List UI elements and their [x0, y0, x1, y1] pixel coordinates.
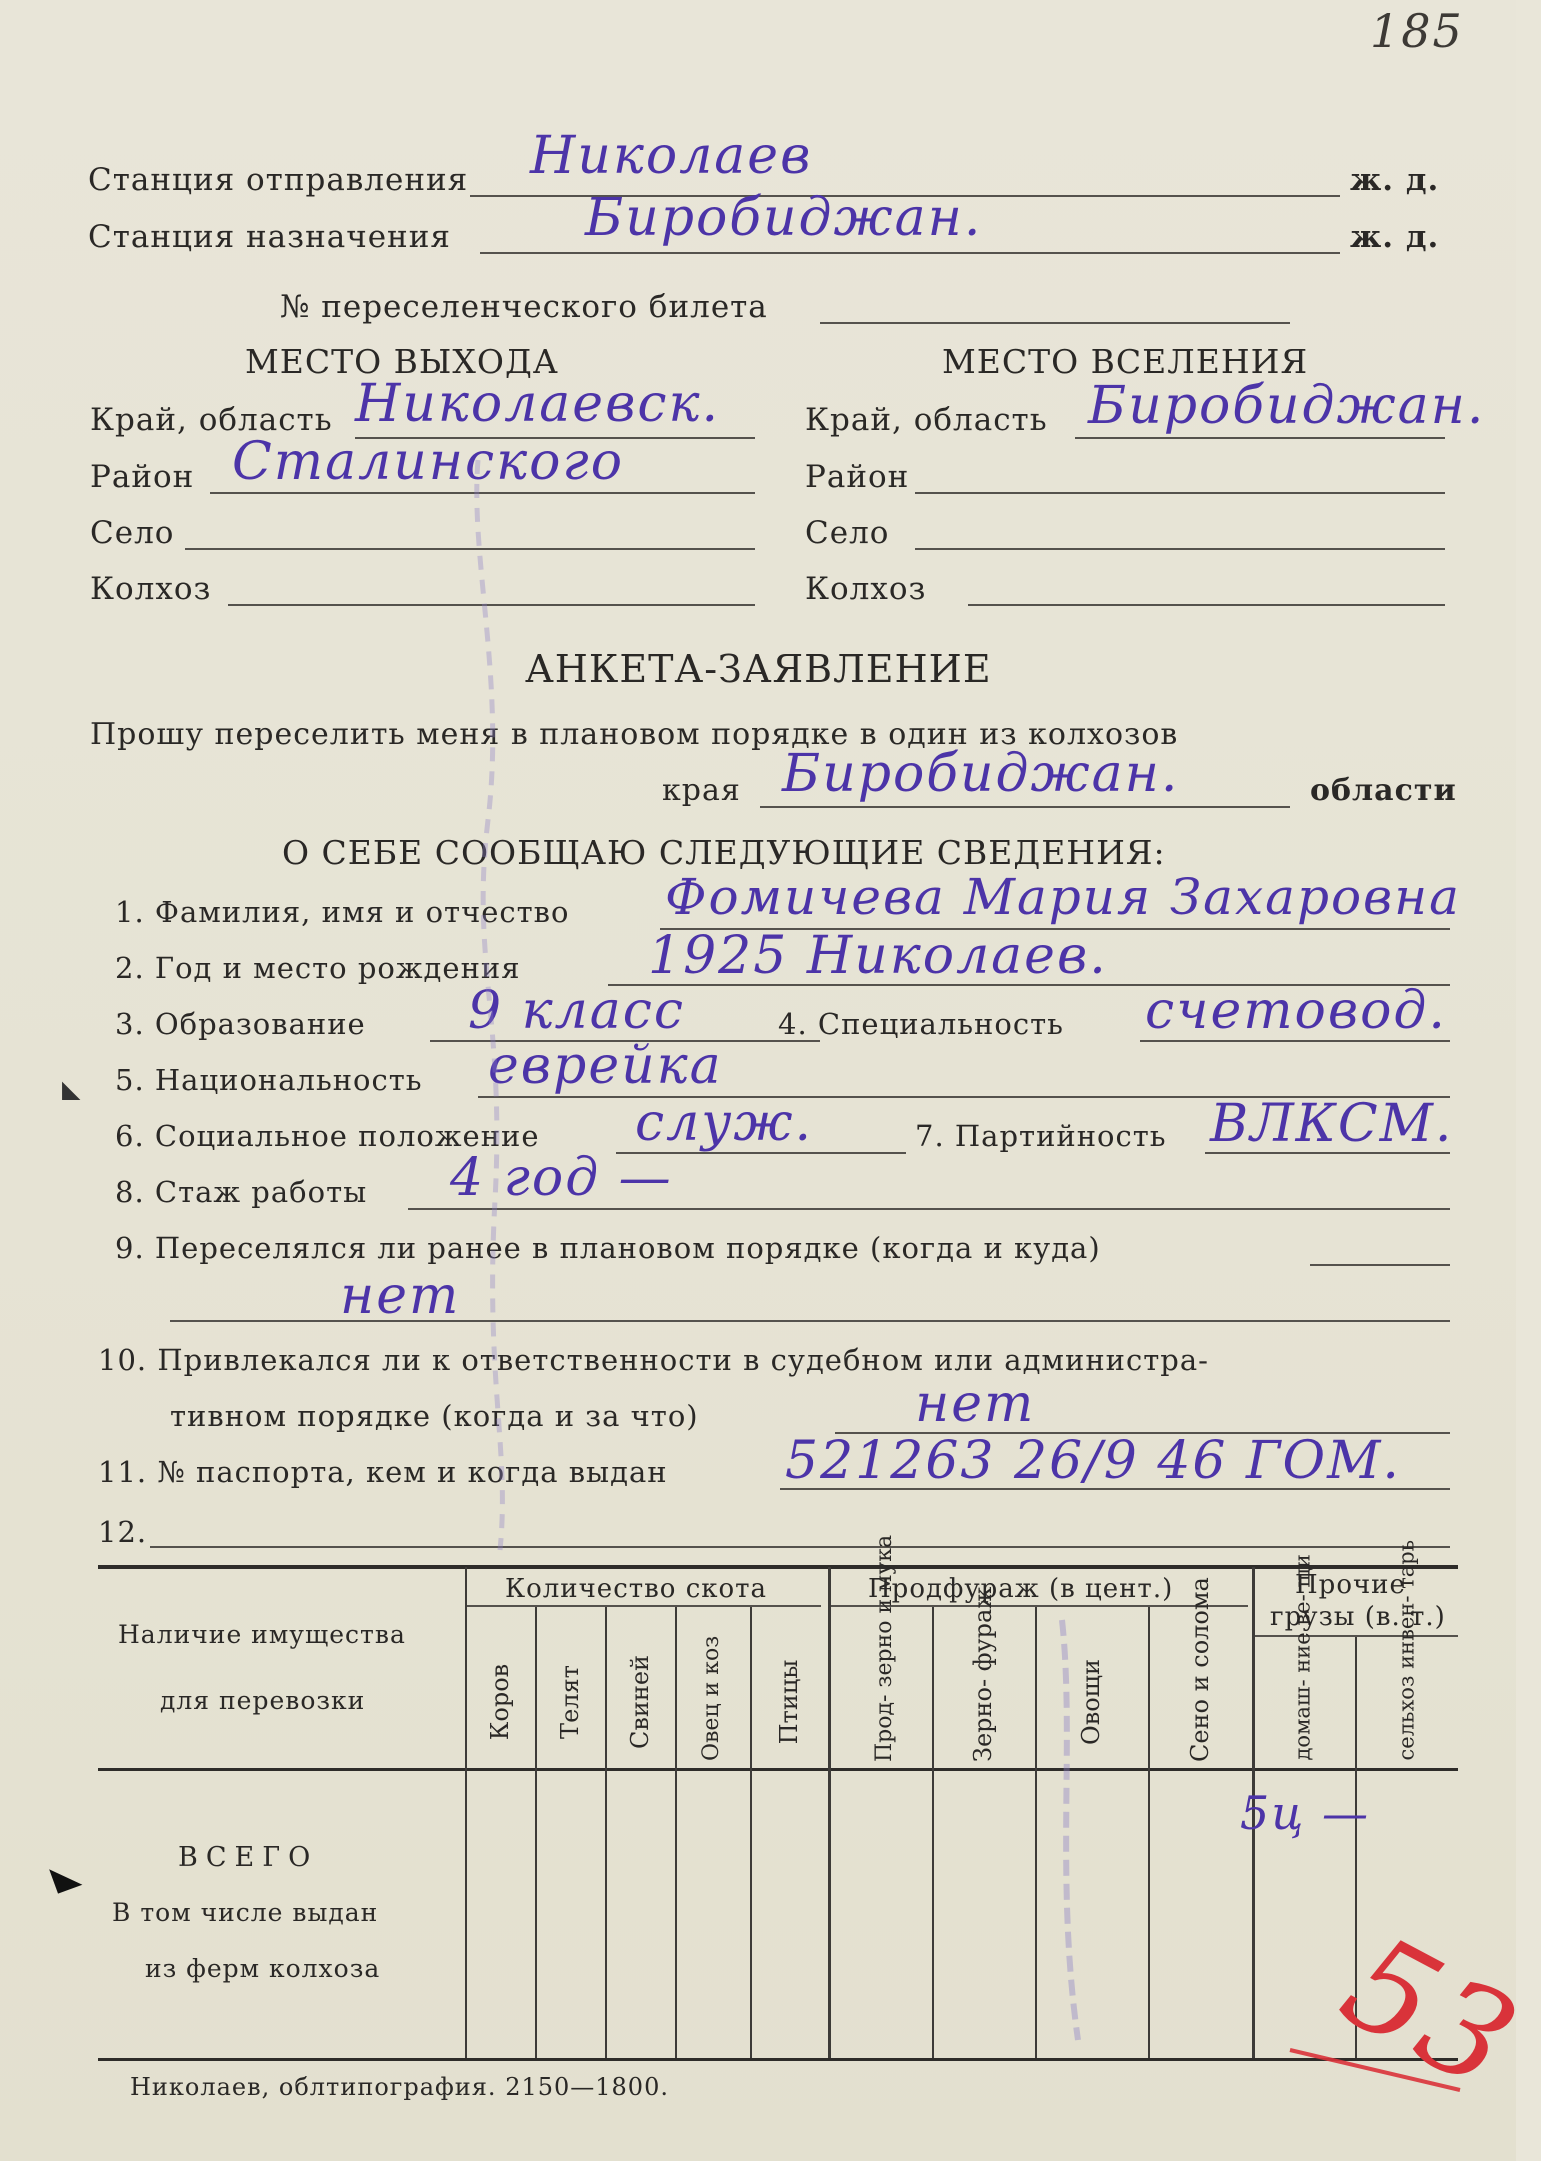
destination-rail-suffix: ж. д.: [1350, 219, 1440, 255]
settle-village-label: Село: [805, 515, 890, 551]
col-header-cows: Коров: [486, 1663, 514, 1741]
settle-region-label: Край, область: [805, 402, 1048, 438]
col-header-hay-straw: Сено и солома: [1186, 1577, 1214, 1762]
origin-kolkhoz-label: Колхоз: [90, 571, 212, 607]
origin-region-label: Край, область: [90, 402, 333, 438]
col-header-farm-tools: сельхоз инвен- тарь: [1394, 1539, 1419, 1761]
col-header-feed-grain: Зерно- фураж: [969, 1586, 997, 1762]
settle-kolkhoz-label: Колхоз: [805, 571, 927, 607]
col-header-household: домаш- ние ве- щи: [1290, 1554, 1315, 1761]
field-12-label: 12.: [98, 1515, 148, 1549]
settle-district-label: Район: [805, 459, 910, 495]
settle-region-value: Биробиджан.: [1088, 376, 1486, 436]
col-header-grain-flour: Прод- зерно и мука: [872, 1534, 897, 1762]
departure-rail-suffix: ж. д.: [1350, 162, 1440, 198]
field-11-value: 521263 26/9 46 ГОМ.: [785, 1431, 1401, 1491]
field-6-value: служ.: [635, 1093, 814, 1153]
field-3-value: 9 класс: [468, 981, 686, 1041]
fodder-group-header: Продфураж (в цент.): [868, 1574, 1174, 1604]
request-oblast: области: [1310, 773, 1457, 808]
livestock-group-header: Количество скота: [505, 1574, 768, 1604]
margin-arrow-icon: ◣: [62, 1075, 81, 1103]
departure-label: Станция отправления: [88, 162, 469, 198]
request-krai: края: [662, 773, 741, 808]
field-5-value: еврейка: [488, 1036, 723, 1096]
origin-district-label: Район: [90, 459, 195, 495]
field-9-label: 9. Переселялся ли ранее в плановом порядке (когда и куда): [115, 1231, 1101, 1265]
field-5-label: 5. Национальность: [115, 1063, 423, 1097]
origin-title: МЕСТО ВЫХОДА: [245, 342, 559, 381]
field-7-value: ВЛКСМ.: [1210, 1094, 1454, 1154]
margin-arrow-icon: ◣: [45, 1851, 85, 1899]
field-3-label: 3. Образование: [115, 1007, 366, 1041]
printer-footer: Николаев, облтипография. 2150—1800.: [130, 2073, 669, 2101]
info-heading: О СЕБЕ СООБЩАЮ СЛЕДУЮЩИЕ СВЕДЕНИЯ:: [282, 833, 1166, 872]
field-7-label: 7. Партийность: [915, 1119, 1167, 1153]
field-6-label: 6. Социальное положение: [115, 1119, 540, 1153]
request-line: Прошу переселить меня в плановом порядке в один из колхозов: [90, 717, 1179, 752]
form-title: АНКЕТА-ЗАЯВЛЕНИЕ: [525, 647, 992, 691]
property-label-1: Наличие имущества: [118, 1620, 406, 1649]
destination-value: Биробиджан.: [585, 188, 983, 248]
origin-region-value: Николаевск.: [355, 374, 721, 434]
col-header-sheep-goats: Овец и коз: [699, 1635, 724, 1761]
field-4-value: счетовод.: [1145, 981, 1447, 1041]
field-11-label: 11. № паспорта, кем и когда выдан: [98, 1455, 668, 1489]
settle-title: МЕСТО ВСЕЛЕНИЯ: [942, 342, 1309, 381]
household-value: 5ц —: [1240, 1786, 1370, 1840]
field-10-label-2: тивном порядке (когда и за что): [170, 1399, 699, 1433]
col-header-poultry: Птицы: [775, 1659, 803, 1745]
issued-label-1: В том числе выдан: [112, 1898, 379, 1927]
field-9-value: нет: [340, 1266, 461, 1326]
red-pencil-mark: 53: [1319, 1905, 1541, 2120]
ticket-label: № переселенческого билета: [280, 289, 768, 325]
col-header-vegetables: Овощи: [1077, 1659, 1105, 1745]
page-number: 185: [1370, 4, 1464, 58]
origin-village-label: Село: [90, 515, 175, 551]
total-label: ВСЕГО: [178, 1842, 319, 1873]
other-group-header-1: Прочие: [1295, 1570, 1406, 1600]
field-4-label: 4. Специальность: [778, 1007, 1064, 1041]
departure-value: Николаев: [530, 126, 813, 186]
field-2-value: 1925 Николаев.: [648, 926, 1108, 986]
issued-label-2: из ферм колхоза: [145, 1954, 381, 1983]
field-8-label: 8. Стаж работы: [115, 1175, 368, 1209]
col-header-calves: Телят: [556, 1665, 584, 1739]
field-10-value: нет: [915, 1374, 1036, 1434]
field-10-label-1: 10. Привлекался ли к ответственности в судебном или администра-: [98, 1343, 1209, 1377]
col-header-pigs: Свиней: [626, 1654, 654, 1750]
field-1-value: Фомичева Мария Захаровна: [665, 868, 1461, 926]
field-2-label: 2. Год и место рождения: [115, 951, 521, 985]
request-value: Биробиджан.: [782, 744, 1180, 804]
field-1-label: 1. Фамилия, имя и отчество: [115, 895, 570, 929]
origin-district-value: Сталинского: [232, 432, 625, 492]
destination-label: Станция назначения: [88, 219, 451, 255]
property-label-2: для перевозки: [160, 1686, 366, 1715]
other-group-header-2: грузы (в. т.): [1270, 1602, 1446, 1632]
field-8-value: 4 год —: [450, 1148, 673, 1208]
